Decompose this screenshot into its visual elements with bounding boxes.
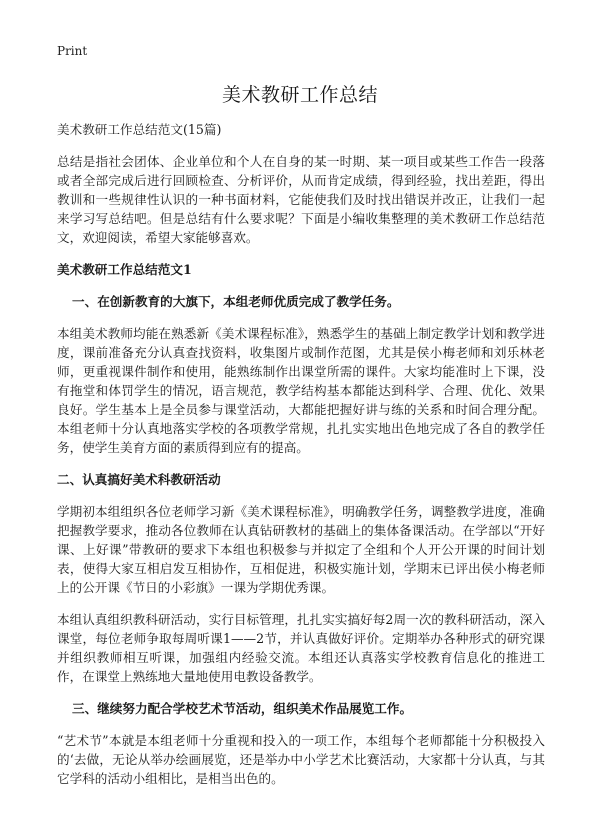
section-heading-1: 一、在创新教育的大旗下，本组老师优质完成了教学任务。 [72,294,400,309]
paragraph-1: 本组美术教师均能在熟悉新《美术课程标准》，熟悉学生的基础上制定教学计划和教学进度，课前准备充分认真查找资料，收集图片或制作范图，尤其是侯小梅老师和刘乐林老师，更重视课件制作和使用，能熟练制作出课堂所需的课件。大家均能准时上下课，没有拖堂和体罚学生的情况，语言规范，教学结构基本都能达到科学、合理、优化、效果良好。学生基本上是全员参与课堂活动，大都能把握好讲与练的关系和时间合理分配。本组老师十分认真地落实学校的各项教学常规，扎扎实实地出色地完成了各自的教学任务，使学生美育方面的素质得到应有的提高。 [57,326,545,455]
article-body [57,120,545,801]
paragraph-2: 学期初本组组织各位老师学习新《美术课程标准》，明确教学任务，调整教学进度，准确把握教学要求，推动各位教师在认真钻研教材的基础上的集体备课活动。在学部以“开好课、上好课”带教研的要求下本组也积极参与并拟定了全组和个人开公开课的时间计划表，使得大家互相启发互相协作，互相促进，积极实施计划，学期末已评出侯小梅老师上的公开课《节日的小彩旗》一课为学期优秀课。 [57,504,545,595]
paragraph-4: “艺术节”本就是本组老师十分重视和投入的一项工作，本组每个老师都能十分积极投入的‘去做，无论从举办绘画展览，还是举办中小学艺术比赛活动，大家都十分认真，与其它学科的活动小组相比，是相当出色的。 [57,733,545,786]
print-link[interactable]: Print [57,44,88,58]
page-title: 美术教研工作总结 [221,84,378,106]
intro-paragraph: 总结是指社会团体、企业单位和个人在自身的某一时期、某一项目或某些工作告一段落或者全部完成后进行回顾检查、分析评价，从而肯定成绩，得到经验，找出差距，得出教训和一些规律性认识的一种书面材料，它能使我们及时找出错误并改正，让我们一起来学习写总结吧。但是总结有什么要求呢？下面是小编收集整理的美术教研工作总结范文，欢迎阅读，希望大家能够喜欢。 [57,154,545,245]
section-heading-3: 三、继续努力配合学校艺术节活动，组织美术作品展览工作。 [72,701,413,716]
section-heading-2: 二、认真搞好美术科教研活动 [57,472,221,487]
paragraph-3: 本组认真组织教科研活动，实行目标管理，扎扎实实搞好每2周一次的教科研活动，深入课堂，每位老师争取每周听课1——2节，并认真做好评价。定期举办各种形式的研究课并组织教师相互听课，加强组内经验交流。本组还认真落实学校教育信息化的推进工作，在课堂上熟练地大量地使用电教设备教学。 [57,612,545,684]
article-subtitle: 美术教研工作总结范文(15篇) [57,122,222,137]
essay-heading: 美术教研工作总结范文1 [57,262,192,277]
